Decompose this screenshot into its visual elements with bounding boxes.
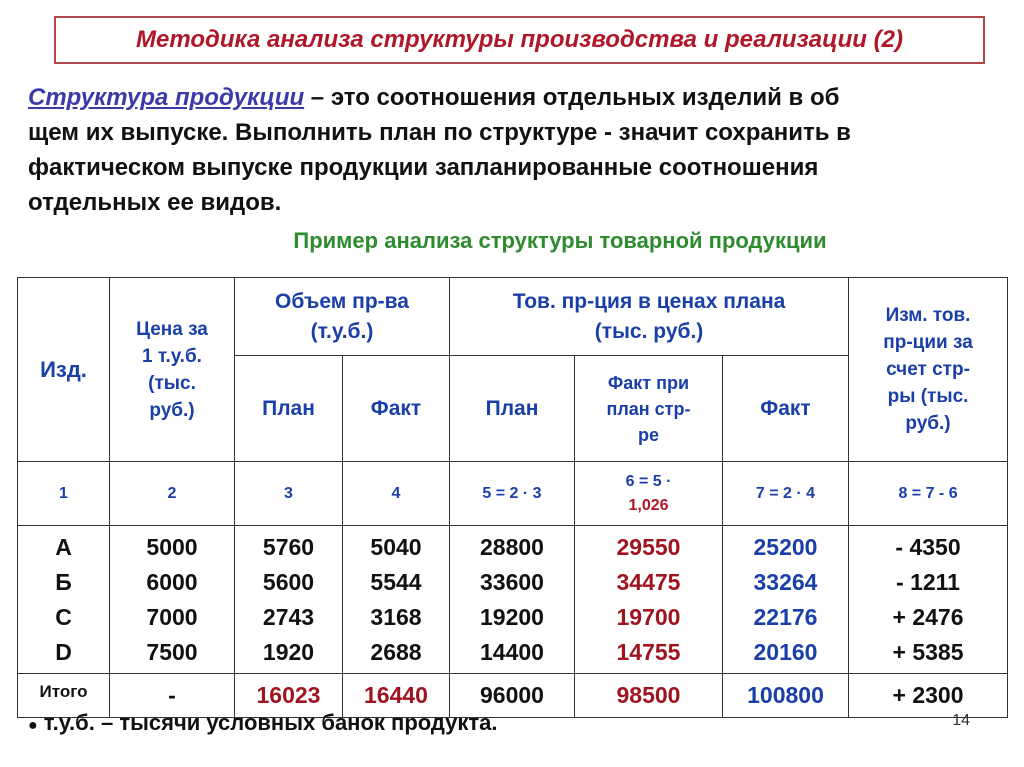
price-cell: 5000 6000 7000 7500: [110, 526, 235, 674]
bullet-icon: ●: [28, 717, 38, 734]
header-volume: Объем пр-ва (т.у.б.): [235, 278, 450, 356]
col-number-1: 1: [18, 462, 110, 526]
intro-paragraph: [28, 80, 988, 220]
header-price: Цена за 1 т.у.б. (тыс. руб.): [110, 278, 235, 462]
fact-at-plan-cell: 29550 34475 19700 14755: [575, 526, 723, 674]
intro-line-1: – это соотношения отдельных изделий в об: [304, 84, 840, 111]
intro-term: Структура продукции: [28, 84, 305, 111]
header-plan-value: План: [450, 356, 575, 462]
change-cell: - 4350 - 1211 + 2476 + 5385: [849, 526, 1008, 674]
total-price: -: [110, 674, 235, 718]
footnote: [28, 710, 498, 736]
col-number-8: 8 = 7 - 6: [849, 462, 1008, 526]
header-change: Изм. тов. пр-ции за счет стр- ры (тыс. руб.): [849, 278, 1008, 462]
total-label: Итого: [18, 674, 110, 718]
footnote-text: т.у.б. – тысячи условных банок продукта.: [37, 710, 498, 735]
header-fact-at-plan: Факт при план стр- ре: [575, 356, 723, 462]
plan-value-cell: 28800 33600 19200 14400: [450, 526, 575, 674]
col-number-7: 7 = 2 · 4: [723, 462, 849, 526]
fact-volume-cell: 5040 5544 3168 2688: [343, 526, 450, 674]
total-fact-volume: 16440: [343, 674, 450, 718]
col-number-2: 2: [110, 462, 235, 526]
title-box: [54, 16, 985, 64]
example-heading: Пример анализа структуры товарной продукции: [293, 228, 827, 253]
page-title: Методика анализа структуры производства и реализации (2): [136, 26, 903, 53]
structure-table: [17, 277, 1008, 718]
intro-line-2: щем их выпуске. Выполнить план по структуре - значит сохранить в: [28, 119, 851, 146]
total-plan-value: 96000: [450, 674, 575, 718]
intro-line-3: фактическом выпуске продукции запланированные соотношения: [28, 154, 819, 181]
col-number-6: 6 = 5 · 1,026: [575, 462, 723, 526]
plan-volume-cell: 5760 5600 2743 1920: [235, 526, 343, 674]
header-tov: Тов. пр-ция в ценах плана (тыс. руб.): [450, 278, 849, 356]
col-number-5: 5 = 2 · 3: [450, 462, 575, 526]
col-number-3: 3: [235, 462, 343, 526]
header-plan-volume: План: [235, 356, 343, 462]
page-number: 14: [952, 712, 970, 729]
total-fact-at-plan: 98500: [575, 674, 723, 718]
items-cell: A Б C D: [18, 526, 110, 674]
total-fact-value: 100800: [723, 674, 849, 718]
header-fact-value: Факт: [723, 356, 849, 462]
col-number-4: 4: [343, 462, 450, 526]
intro-line-4: отдельных ее видов.: [28, 189, 282, 216]
total-change: + 2300: [849, 674, 1008, 718]
header-fact-volume: Факт: [343, 356, 450, 462]
fact-value-cell: 25200 33264 22176 20160: [723, 526, 849, 674]
header-izd: Изд.: [18, 278, 110, 462]
total-plan-volume: 16023: [235, 674, 343, 718]
